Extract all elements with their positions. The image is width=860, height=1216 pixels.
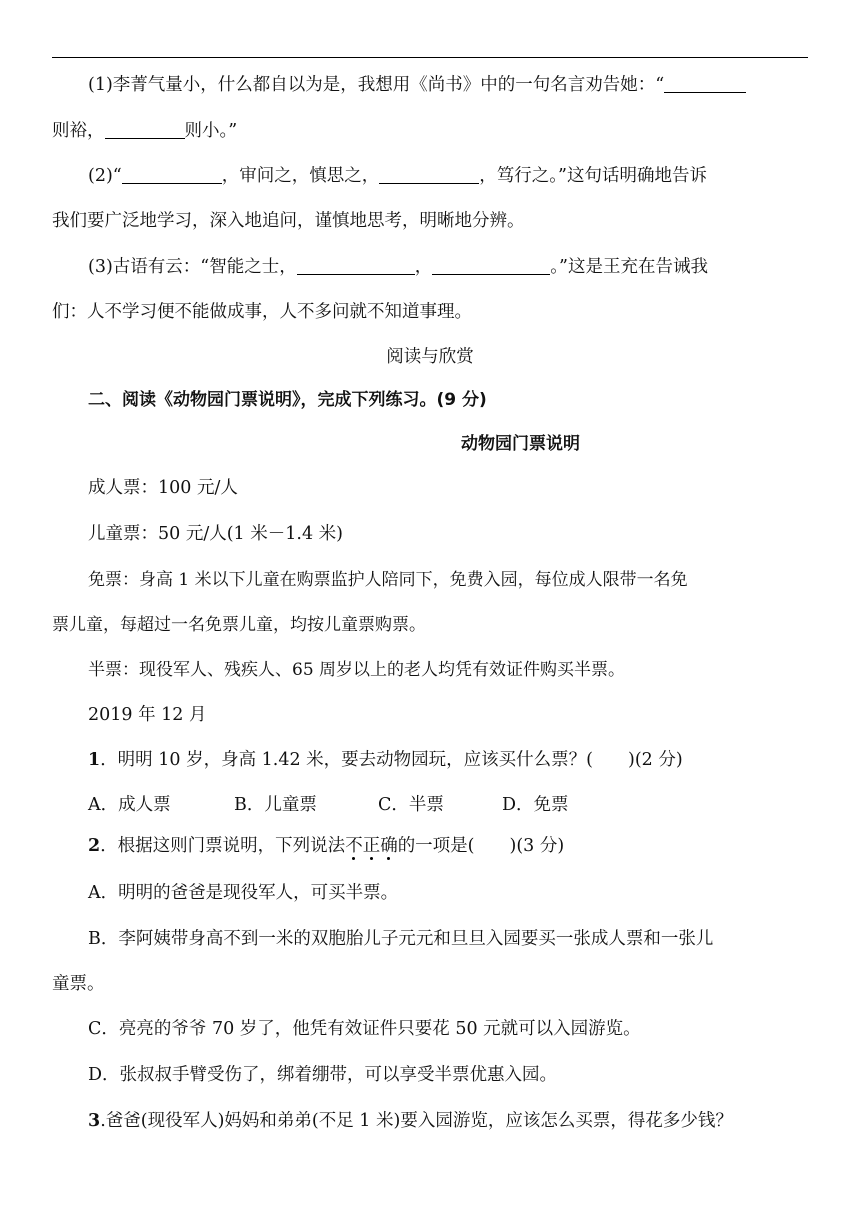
notice-adult-ticket: 成人票：100 元/人 (88, 478, 238, 498)
fill-question-1-text-c: 则小。” (184, 121, 238, 141)
option-c[interactable]: C．半票 (378, 795, 444, 815)
answer-blank[interactable] (122, 159, 222, 184)
notice-child-ticket: 儿童票：50 元/人(1 米－1.4 米) (88, 524, 343, 544)
question-2-number: 2 (88, 836, 101, 856)
answer-blank[interactable] (432, 250, 550, 275)
fill-question-1-text: (1)李菁气量小，什么都自以为是，我想用《尚书》中的一句名言劝告她：“ (88, 75, 665, 95)
question-2-option-c[interactable]: C．亮亮的爷爷 70 岁了，他凭有效证件只要花 50 元就可以入园游览。 (88, 1019, 641, 1039)
question-3 (52, 1098, 844, 1144)
question-1 (52, 737, 844, 783)
question-1-number: 1 (88, 750, 101, 770)
option-b[interactable]: B．儿童票 (234, 795, 317, 815)
answer-blank[interactable] (297, 250, 415, 275)
fill-question-3-text-c: 。”这是王充在告诫我 (550, 257, 708, 277)
emphasis-char: 正 (362, 836, 381, 856)
notice-half-ticket: 半票：现役军人、残疾人、65 周岁以上的老人均凭有效证件购买半票。 (88, 660, 626, 680)
question-3-number: 3 (88, 1111, 101, 1131)
part2-heading: 二、阅读《动物园门票说明》，完成下列练习。(9 分) (88, 390, 487, 410)
fill-question-1 (52, 62, 844, 108)
fill-question-3-text-a: (3)古语有云：“智能之士， (88, 257, 297, 277)
question-2-option-b-line2: 童票。 (52, 974, 105, 994)
option-a[interactable]: A．成人票 (88, 795, 171, 815)
header-rule (52, 57, 808, 58)
notice-free-ticket: 免票：身高 1 米以下儿童在购票监护人陪同下，免费入园，每位成人限带一名免 (88, 570, 688, 590)
question-2-option-b[interactable]: B．李阿姨带身高不到一米的双胞胎儿子元元和旦旦入园要买一张成人票和一张儿 (88, 929, 714, 949)
fill-question-2 (52, 153, 844, 199)
question-1-text: ．明明 10 岁，身高 1.42 米，要去动物园玩，应该买什么票？( )(2 分) (100, 750, 683, 770)
question-1-options (52, 782, 844, 828)
question-3-text: .爸爸(现役军人)妈妈和弟弟(不足 1 米)要入园游览，应该怎么买票，得花多少钱？ (100, 1111, 733, 1131)
fill-question-2-line2: 我们要广泛地学习，深入地追问，谨慎地思考，明晰地分辨。 (52, 211, 525, 231)
fill-question-2-text-c: ，笃行之。”这句话明确地告诉 (479, 166, 707, 186)
answer-blank[interactable] (379, 159, 479, 184)
fill-question-3-line2: 们：人不学习便不能做成事，人不多问就不知道事理。 (52, 302, 472, 322)
emphasis-char: 不 (345, 836, 363, 856)
emphasis-char: 确 (380, 836, 398, 856)
fill-question-2-text-b: ，审问之，慎思之， (221, 166, 380, 186)
fill-question-3 (52, 244, 844, 290)
notice-date: 2019 年 12 月 (88, 705, 207, 725)
question-2-text-b: 的一项是( )(3 分) (397, 836, 565, 856)
fill-question-1-text-b: 则裕， (52, 121, 105, 141)
question-2-text-a: ．根据这则门票说明，下列说法 (100, 836, 346, 856)
fill-question-1-line2 (52, 108, 808, 154)
option-d[interactable]: D．免票 (502, 795, 569, 815)
question-2 (52, 823, 844, 869)
question-2-option-d[interactable]: D．张叔叔手臂受伤了，绑着绷带，可以享受半票优惠入园。 (88, 1065, 558, 1085)
answer-blank[interactable] (105, 114, 185, 139)
fill-question-2-text-a: (2)“ (88, 166, 122, 186)
fill-question-3-text-b: ， (414, 257, 433, 277)
section-title: 阅读与欣赏 (386, 347, 474, 367)
notice-title: 动物园门票说明 (461, 434, 580, 454)
question-2-option-a[interactable]: A．明明的爸爸是现役军人，可买半票。 (88, 883, 399, 903)
answer-blank[interactable] (664, 68, 746, 93)
notice-free-ticket-line2: 票儿童，每超过一名免票儿童，均按儿童票购票。 (52, 615, 426, 635)
